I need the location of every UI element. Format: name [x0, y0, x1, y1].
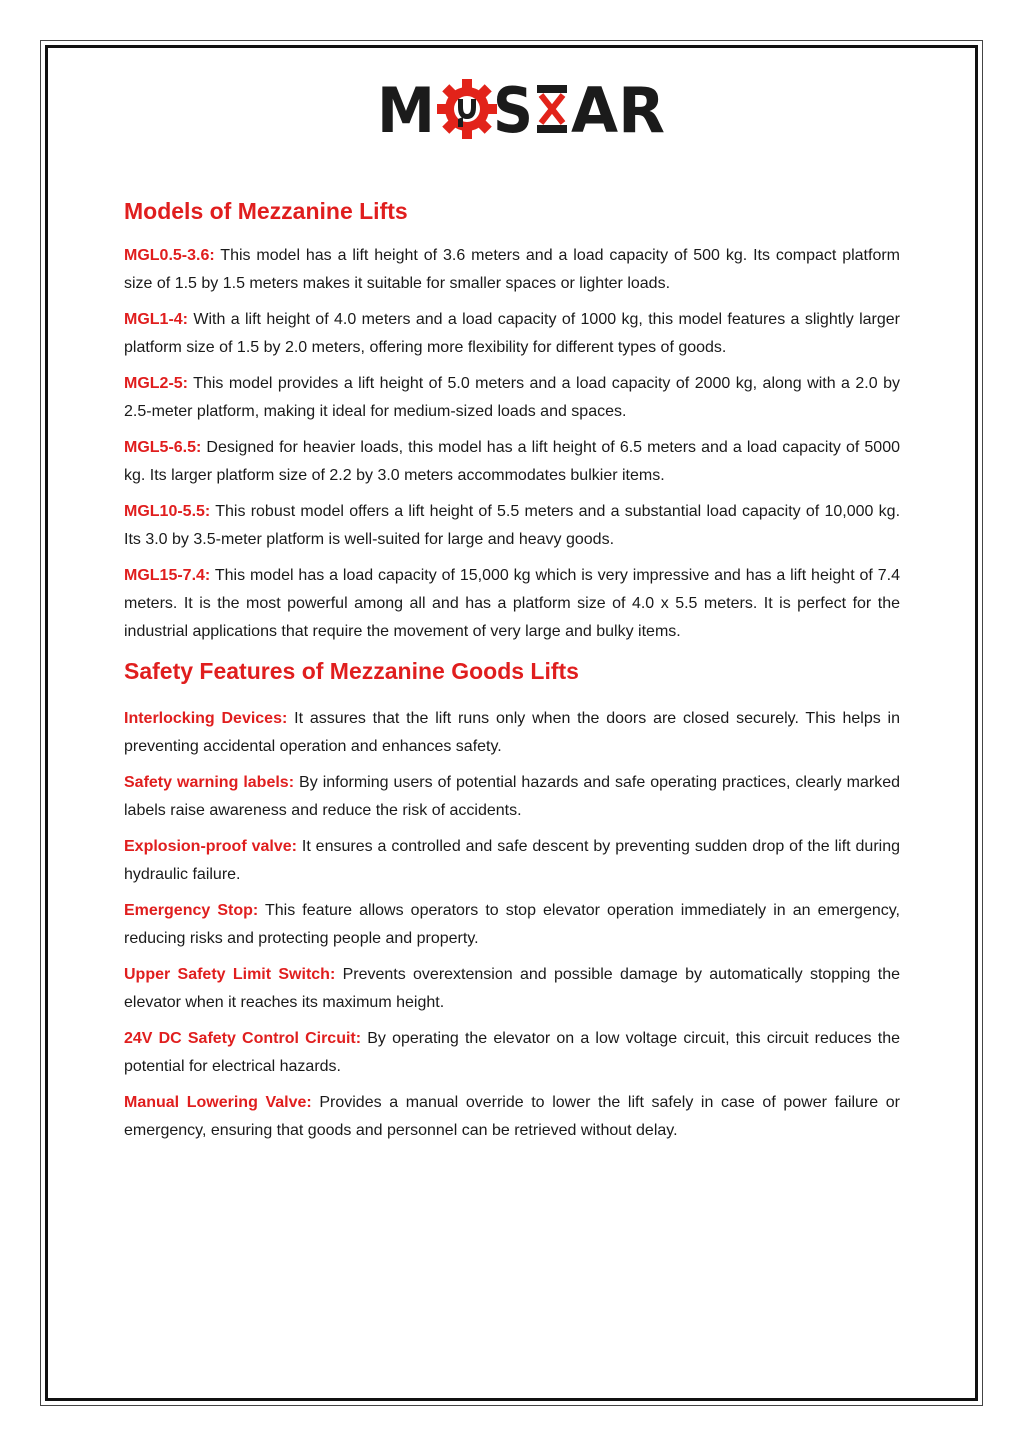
safety-feature-entry-description: It ensures a controlled and safe descent by preventing sudden drop of the lift during hydraulic failure.: [124, 838, 900, 884]
safety-feature-entry-term: Manual Lowering Valve:: [124, 1094, 312, 1112]
logo-letter-s: S: [493, 77, 533, 139]
model-entry-description: This model has a load capacity of 15,000 kg which is very impressive and has a lift height of 7.4 meters. It is the most powerful among all and has a platform size of 4.0 x 5.5 meters. It is perfect for the industrial applications that require the movement of very large and bulky items.: [124, 566, 901, 640]
model-entry: [124, 498, 900, 554]
page-border-outer: [40, 40, 983, 1406]
safety-features-list: [124, 705, 900, 1145]
model-entry-description: This model provides a lift height of 5.0 meters and a load capacity of 2000 kg, along with a 2.0 by 2.5-meter platform, making it ideal for medium-sized loads and spaces.: [124, 374, 901, 420]
safety-feature-entry: [124, 833, 900, 889]
safety-feature-entry: [124, 897, 900, 953]
mostar-logo: [377, 77, 667, 139]
model-entry-term: MGL15-7.4:: [124, 566, 211, 584]
model-entry-description: With a lift height of 4.0 meters and a load capacity of 1000 kg, this model features a slightly larger platform size of 1.5 by 2.0 meters, offering more flexibility for different types of goods.: [124, 310, 900, 356]
logo-letter-m: M: [377, 77, 435, 139]
model-entry-term: MGL1-4:: [124, 310, 188, 328]
model-entry: [124, 434, 900, 490]
safety-feature-entry: [124, 1089, 900, 1145]
model-entry-description: Designed for heavier loads, this model has a lift height of 6.5 meters and a load capacity of 5000 kg. Its larger platform size of 2.2 by 3.0 meters accommodates bulkier items.: [124, 438, 900, 484]
page-border-inner: [45, 45, 978, 1401]
safety-feature-entry: [124, 705, 900, 761]
model-entry-description: This model has a lift height of 3.6 meters and a load capacity of 500 kg. Its compact platform size of 1.5 by 1.5 meters makes it suitable for smaller spaces or lighter loads.: [124, 246, 901, 292]
safety-feature-entry-term: 24V DC Safety Control Circuit:: [124, 1030, 362, 1048]
model-entry-description: This robust model offers a lift height of 5.5 meters and a substantial load capacity of 10,000 kg. Its 3.0 by 3.5-meter platform is well-suited for large and heavy goods.: [124, 502, 901, 548]
safety-feature-entry-term: Explosion-proof valve:: [124, 838, 297, 856]
document-body: [124, 198, 900, 1153]
safety-feature-entry-description: Prevents overextension and possible damage by automatically stopping the elevator when it reaches its maximum height.: [124, 966, 901, 1012]
model-entry: [124, 370, 900, 426]
model-entry-term: MGL0.5-3.6:: [124, 246, 215, 264]
safety-feature-entry-description: Provides a manual override to lower the lift safely in case of power failure or emergency, ensuring that goods and personnel can be retrieved without delay.: [124, 1094, 900, 1140]
scissor-lift-icon: [537, 85, 567, 133]
model-entry: [124, 562, 900, 646]
safety-section-title: Safety Features of Mezzanine Goods Lifts: [124, 657, 579, 684]
safety-feature-entry-description: By informing users of potential hazards and safe operating practices, clearly marked labels raise awareness and reduce the risk of accidents.: [124, 774, 901, 820]
model-entry-term: MGL5-6.5:: [124, 438, 202, 456]
safety-feature-entry-term: Emergency Stop:: [124, 902, 259, 920]
model-entry: [124, 306, 900, 362]
safety-feature-entry-term: Safety warning labels:: [124, 774, 295, 792]
models-list: [124, 242, 900, 646]
safety-feature-entry: [124, 1025, 900, 1081]
model-entry-term: MGL2-5:: [124, 374, 188, 392]
safety-feature-entry: [124, 961, 900, 1017]
safety-feature-entry-term: Interlocking Devices:: [124, 710, 288, 728]
safety-feature-entry-term: Upper Safety Limit Switch:: [124, 966, 336, 984]
model-entry-term: MGL10-5.5:: [124, 502, 211, 520]
model-entry: [124, 242, 900, 298]
models-section-title: Models of Mezzanine Lifts: [124, 198, 408, 224]
safety-feature-entry-description: This feature allows operators to stop elevator operation immediately in an emergency, reducing risks and protecting people and property.: [124, 902, 901, 948]
safety-feature-entry-description: By operating the elevator on a low voltage circuit, this circuit reduces the potential for electrical hazards.: [124, 1030, 900, 1076]
safety-feature-entry-description: It assures that the lift runs only when the doors are closed securely. This helps in preventing accidental operation and enhances safety.: [124, 710, 900, 756]
safety-feature-entry: [124, 769, 900, 825]
logo-letters-ar: AR: [571, 77, 665, 139]
gear-icon: [437, 79, 497, 139]
